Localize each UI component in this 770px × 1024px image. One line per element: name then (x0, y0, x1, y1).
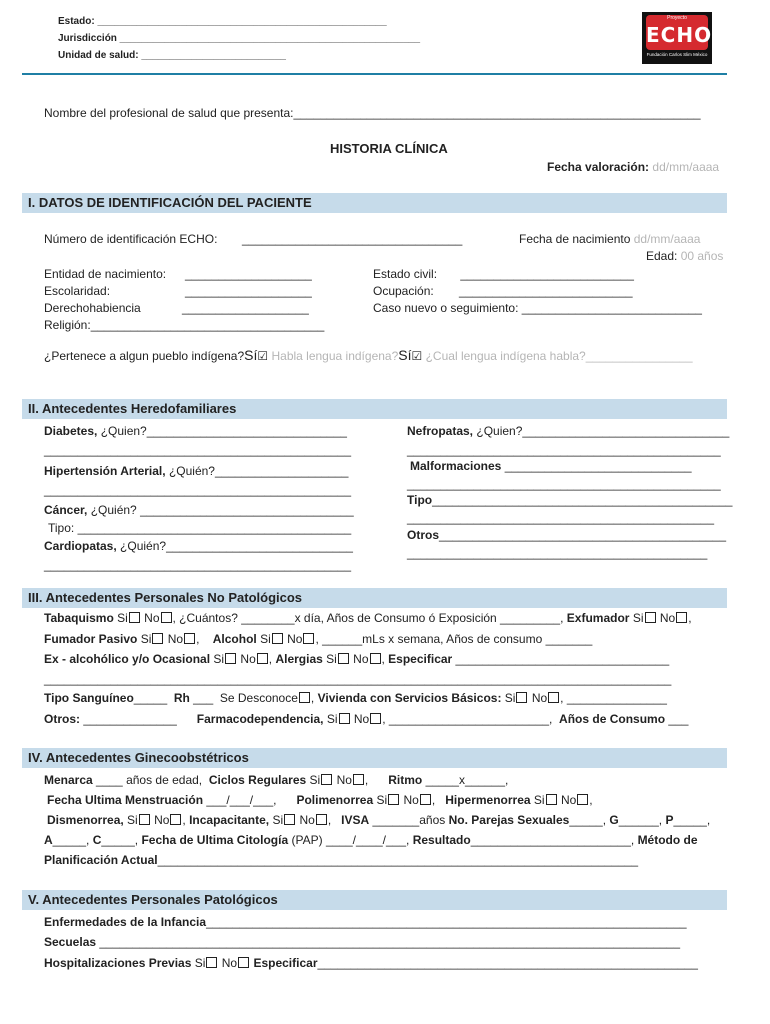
echo-logo: Proyecto ECHO Fundación Carlos Slim México (642, 12, 712, 64)
edad-field[interactable]: Edad: 00 años (646, 249, 724, 263)
escolaridad-label: Escolaridad: (44, 284, 111, 298)
hta-field[interactable]: Hipertensión Arterial, ¿Quién?____________________ (44, 464, 349, 478)
dismenorrea-row[interactable]: Dismenorrea, Si No , Incapacitante, Si No , IVSA _______años No. Parejas Sexuales_____, G______, P_____, (47, 813, 711, 827)
page-title: HISTORIA CLÍNICA (330, 141, 448, 156)
section-patologicos: V. Antecedentes Personales Patológicos (22, 890, 727, 910)
derecho-label: Derechohabiencia (44, 301, 141, 315)
ocupacion[interactable]: Ocupación: __________________________ (373, 284, 633, 298)
line-blank[interactable]: ______________________________________________ (44, 483, 351, 497)
tipo2-field[interactable]: Tipo_____________________________________________ (407, 493, 733, 507)
tipo-sanguineo-row[interactable]: Tipo Sanguíneo_____ Rh ___ Se Desconoce , Vivienda con Servicios Básicos: Si No , _______________ (44, 691, 667, 705)
line-blank[interactable]: _______________________________________________ (407, 443, 721, 457)
derecho-field[interactable]: ___________________ (182, 301, 309, 315)
hospitalizaciones-row[interactable]: Hospitalizaciones Previas Si No Especificar_________________________________________________________ (44, 956, 698, 970)
cardio-field[interactable]: Cardiopatas, ¿Quién?____________________________ (44, 539, 353, 553)
num-echo-label: Número de identificación ECHO: (44, 232, 218, 246)
malf-field[interactable]: Malformaciones ____________________________ (410, 459, 692, 473)
religion-field[interactable]: Religión:___________________________________ (44, 318, 325, 332)
cancer-field[interactable]: Cáncer, ¿Quién? ________________________________ (44, 503, 354, 517)
fecha-valoracion[interactable]: Fecha valoración: dd/mm/aaaa (547, 160, 720, 174)
escolaridad-field[interactable]: ___________________ (185, 284, 312, 298)
section-heredofamiliares: II. Antecedentes Heredofamiliares (22, 399, 727, 419)
fecha-nacimiento[interactable]: Fecha de nacimiento dd/mm/aaaa (519, 232, 701, 246)
unidad-label: Unidad de salud: __________________________ (58, 50, 286, 61)
estado-label: Estado: ____________________________________________________ (58, 16, 387, 27)
jurisdiccion-label: Jurisdicción ______________________________________________________ (58, 33, 421, 44)
section-ginecoobstetricos: IV. Antecedentes Ginecoobstétricos (22, 748, 727, 768)
entidad-label: Entidad de nacimiento: (44, 267, 167, 281)
otros-farmaco-row[interactable]: Otros: ______________ Farmacodependencia, Si No , ________________________, Años de Consumo ___ (44, 712, 689, 726)
nefro-field[interactable]: Nefropatas, ¿Quien?_______________________________ (407, 424, 730, 438)
section-no-patologicos: III. Antecedentes Personales No Patológicos (22, 588, 727, 608)
diabetes-field[interactable]: Diabetes, ¿Quien?______________________________ (44, 424, 347, 438)
line-blank[interactable]: ______________________________________________ (407, 511, 714, 525)
pueblo-indigena[interactable]: ¿Pertenece a algun pueblo indígena?Sí☑ Habla lengua indígena?Sí☑ ¿Cual lengua indígena habla?________________ (44, 347, 693, 363)
line-blank[interactable]: _____________________________________________ (407, 546, 708, 560)
caso[interactable]: Caso nuevo o seguimiento: ___________________________ (373, 301, 702, 315)
profesional-field[interactable]: Nombre del profesional de salud que presenta:_____________________________________________________________ (44, 106, 701, 120)
tabaquismo-row[interactable]: Tabaquismo Si No , ¿Cuántos? ________x día, Años de Consumo ó Exposición _________, Exfumador Si No , (44, 611, 692, 625)
line-blank[interactable]: ______________________________________________ (44, 558, 351, 572)
line-blank[interactable]: _______________________________________________ (407, 477, 721, 491)
line-blank[interactable]: ______________________________________________ (44, 443, 351, 457)
estado-civil[interactable]: Estado civil: __________________________ (373, 267, 634, 281)
tipo-field[interactable]: Tipo: _________________________________________ (48, 521, 352, 535)
fumador-pasivo-row[interactable]: Fumador Pasivo Si No , Alcohol Si No , ______mLs x semana, Años de consumo _______ (44, 632, 593, 646)
num-echo-field[interactable]: _________________________________ (242, 232, 463, 246)
line-blank[interactable]: ______________________________________________________________________________________________ (44, 672, 672, 686)
entidad-field[interactable]: ___________________ (185, 267, 312, 281)
citologia-row[interactable]: A_____, C_____, Fecha de Ultima Citología (PAP) ____/____/___, Resultado________________________, Método de (44, 833, 698, 847)
planificacion-row[interactable]: Planificación Actual________________________________________________________________________ (44, 853, 639, 867)
section-identificacion: I. DATOS DE IDENTIFICACIÓN DEL PACIENTE (22, 193, 727, 213)
secuelas-row[interactable]: Secuelas _______________________________________________________________________________________ (44, 935, 681, 949)
fum-row[interactable]: Fecha Ultima Menstruación ___/___/___, Polimenorrea Si No , Hipermenorrea Si No , (47, 793, 593, 807)
menarca-row[interactable]: Menarca ____ años de edad, Ciclos Regulares Si No , Ritmo _____x______, (44, 773, 509, 787)
ex-alcoholico-row[interactable]: Ex - alcohólico y/o Ocasional Si No , Alergias Si No , Especificar ________________________________ (44, 652, 670, 666)
otros-field[interactable]: Otros___________________________________________ (407, 528, 726, 542)
infancia-row[interactable]: Enfermedades de la Infancia________________________________________________________________________ (44, 915, 687, 929)
header-rule (22, 73, 727, 75)
